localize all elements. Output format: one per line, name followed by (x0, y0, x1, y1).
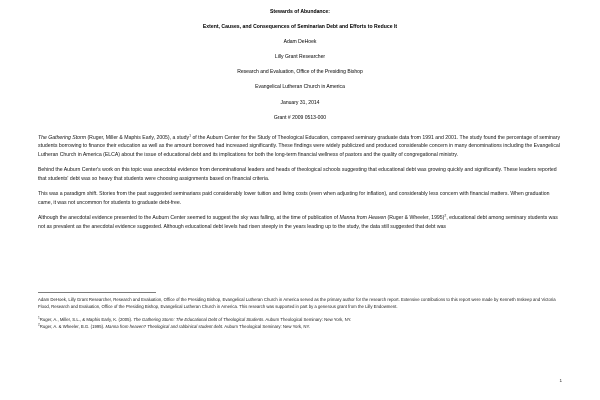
footnote-ref-1[interactable]: 1 (189, 133, 192, 138)
citation-title-manna-from-heaven: Manna from Heaven (339, 215, 387, 222)
footnote-2-text-a: Ruger, A. & Wheeler, B.G. (1995). (39, 324, 106, 330)
paragraph-one (38, 134, 562, 159)
footnote-item-2 (38, 324, 562, 331)
footnote-number-1: 1 (38, 315, 40, 320)
paragraph-two: Behind the Auburn Center's work on this topic was anecdotal evidence from denominational leaders and heads of theological schools suggesting that educational debt was growing quickly and significantly. These leaders reported that students' debt was so heavy that students were choosing assignments based on financial criteria. (38, 167, 557, 182)
paragraph-four-text-a: Although the anecdotal evidence presented to the Auburn Center seemed to suggest the sky was falling, at the time of publication of (38, 215, 340, 222)
footnote-2-title: Manna from heaven? Theological and rabbinical student debt (105, 324, 223, 330)
footnote-1-text-a: Ruger, A., Miller, S.L., & Maphis Early, K. (2005). (39, 316, 134, 322)
footnote-number-2: 2 (38, 322, 40, 327)
page-subtitle: Extent, Causes, and Consequences of Seminarian Debt and Efforts to Reduce It (202, 23, 398, 30)
footnote-2-text-b: . Auburn Theological Seminary: New York, NY. (222, 324, 311, 330)
body-content (38, 134, 562, 231)
byline-author: Adam DeHoek (283, 38, 317, 45)
footnote-section (38, 292, 562, 331)
paragraph-one-text-a: (Ruger, Miller & Maphis Early, 2005), a study (86, 134, 190, 141)
footnote-1-text-b: . Auburn Theological Seminary: New York, NY. (263, 316, 352, 322)
paragraph-four-text-c: , educational debt among seminary students was not as prevalent as the anecdotal evidence suggested. Although educational debt levels had risen steeply in the years leading up to the study, the data still suggested that debt was (38, 215, 558, 230)
byline-grant-number: Grant # 2009 0513-000 (273, 114, 327, 121)
footnote-item-1 (38, 317, 562, 324)
footnote-1-title: The Gathering Storm: The Educational Debt of Theological Students (133, 316, 264, 322)
footnote-author-note: Adam DeHoek, Lilly Grant Researcher, Research and Evaluation, Office of the Presiding Bishop, Evangelical Lutheran Church in America served as the primary author for the research report. Extensive contributions to this report were made by Kenneth Inskeep and Victoria Flood, Research and Evaluation, Office of the Presiding Bishop, Evangelical Lutheran Church in America. This research was supported in part by a generous grant from the Lilly Endowment. (38, 297, 556, 309)
title-block (38, 10, 562, 121)
byline-office: Research and Evaluation, Office of the Presiding Bishop (237, 69, 363, 76)
footnote-ref-2[interactable]: 2 (444, 213, 447, 218)
byline-role: Lilly Grant Researcher (274, 53, 326, 60)
citation-title-gathering-storm: The Gathering Storm (38, 134, 87, 141)
paragraph-one-text-b: of the Auburn Center for the Study of Theological Education, compared seminary graduate data from 1991 and 2001. The study found the percentage of seminary students borrowing to finance their education as well as the amount borrowed had increased significantly. These findings were widely publicized and produced considerable concern in many denominations including the Evangelical Lutheran Church in America (ELCA) about the issue of educational debt and its implications for both the long-term financial wellness of pastors and the quality of congregational ministry. (38, 134, 561, 158)
byline-organization: Evangelical Lutheran Church in America (255, 84, 345, 91)
footnote-separator-rule (38, 292, 156, 293)
byline-date: January 31, 2014 (280, 99, 320, 106)
paragraph-four-text-b: (Ruger & Wheeler, 1995) (386, 215, 445, 222)
paragraph-three: This was a paradigm shift. Stories from the past suggested seminarians paid considerably lower tuition and living costs (even when adjusting for inflation), and considerably less concern with financial matters. When graduation came, it was not uncommon for students to graduate debt-free. (38, 191, 550, 206)
page-number: 1 (559, 378, 562, 383)
page-title: Stewards of Abundance: (270, 9, 330, 15)
paragraph-four (38, 214, 562, 231)
